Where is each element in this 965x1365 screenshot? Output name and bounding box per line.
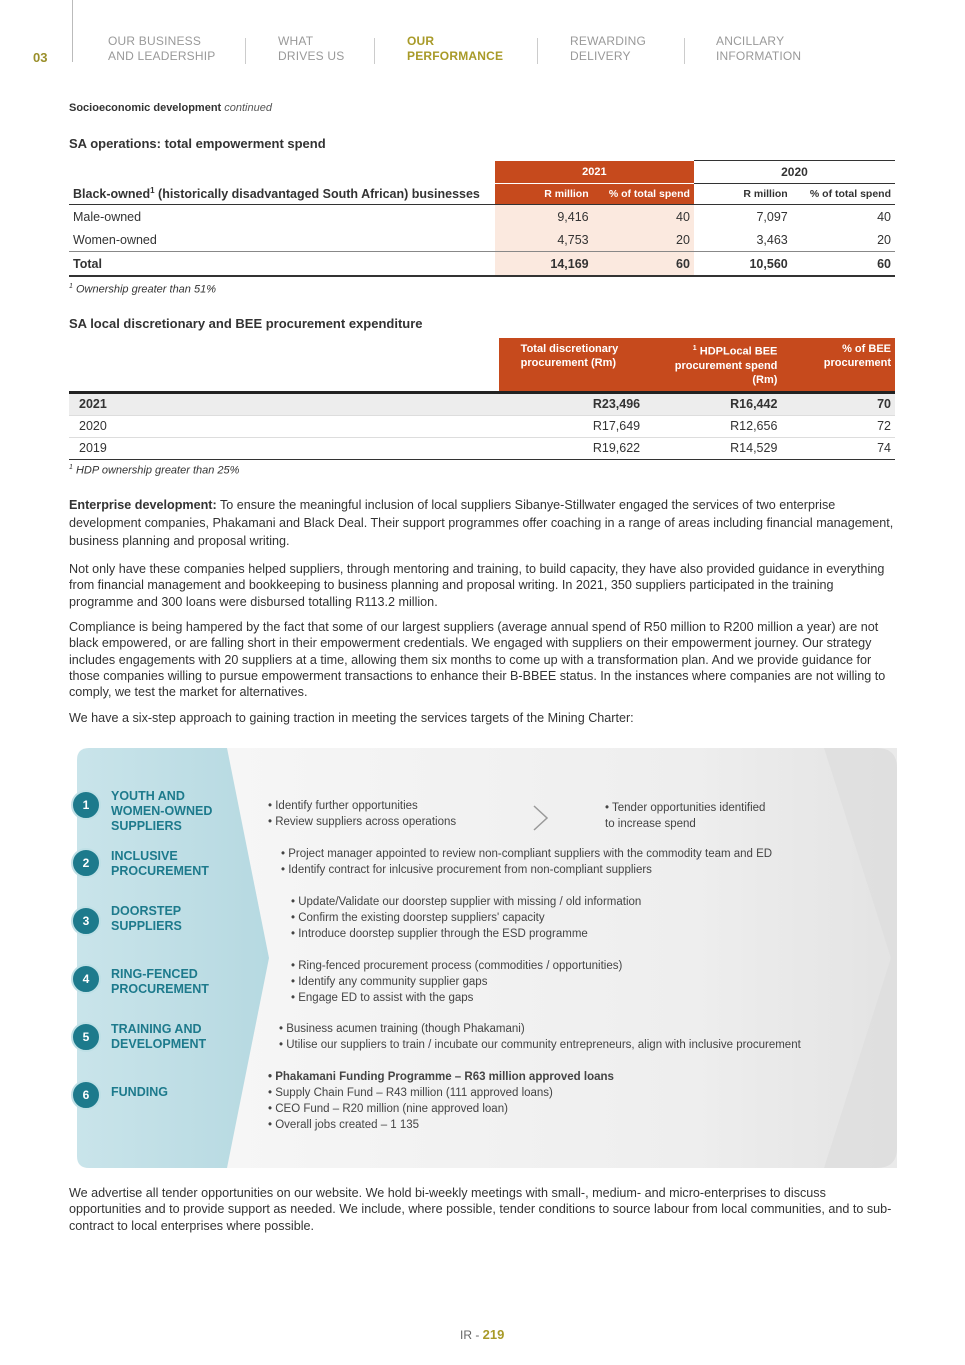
- bullet-item: • Confirm the existing doorstep suppliers' capacity: [291, 910, 641, 926]
- step-1-label: YOUTH AND WOMEN-OWNED SUPPLIERS: [111, 789, 213, 833]
- row-year: 2020: [69, 415, 499, 437]
- header-divider: [72, 0, 73, 62]
- nav-label: WHAT: [278, 34, 314, 48]
- step-5-badge: 5: [71, 1022, 101, 1052]
- table-row: [69, 205, 895, 229]
- paragraph: Compliance is being hampered by the fact that some of our largest suppliers (average annual spend of R50 million to R200 million a year) are not black empowered, or are falling short in their empowerment credentials. We engaged with suppliers on their empowerment journey. Our strategy includes engagements with 20 suppliers at a time, allowing them six months to come up with a transformation plan. And we provide guidance for those companies willing to pursue empowerment transactions to enhance their B-BBEE status. In the instances where companies are not willing to comply, we test the market for alternatives.: [69, 620, 886, 700]
- cell: 14,169: [495, 252, 593, 277]
- bullet-item: • Tender opportunities identified to increase spend: [605, 800, 775, 832]
- row-year: 2021: [69, 392, 499, 415]
- cell: 7,097: [694, 205, 792, 229]
- subtitle-bold: Socioeconomic development: [69, 102, 222, 114]
- bullet-item: • Identify further opportunities: [268, 798, 456, 814]
- step-4-label: RING-FENCED PROCUREMENT: [111, 967, 209, 996]
- nav-what-drives-us[interactable]: [278, 34, 344, 64]
- step-2-badge: 2: [71, 848, 101, 878]
- nav-our-business[interactable]: [108, 34, 216, 64]
- nav-label: OUR BUSINESS: [108, 34, 202, 48]
- col-total-discretionary: Total discretionary procurement (Rm): [499, 338, 644, 392]
- bullet-item: • Engage ED to assist with the gaps: [291, 990, 622, 1006]
- nav-separator: [684, 38, 685, 64]
- table2-footnote: [69, 464, 239, 477]
- bullet-item: • Phakamani Funding Programme – R63 million approved loans: [268, 1069, 614, 1085]
- table1-footnote: [69, 283, 216, 296]
- row-year: 2019: [69, 437, 499, 459]
- row-label: Male-owned: [69, 205, 495, 229]
- bullet-item: • Supply Chain Fund – R43 million (111 approved loans): [268, 1085, 614, 1101]
- bullet-item: • Review suppliers across operations: [268, 814, 456, 830]
- footnote-sup: 1: [69, 464, 73, 471]
- table2-title: SA local discretionary and BEE procurement expenditure: [69, 316, 423, 331]
- col-rmillion-2021: R million: [495, 184, 593, 205]
- step-6-bullets: [268, 1069, 614, 1133]
- bullet-item: • Utilise our suppliers to train / incubate our community entrepreneurs, align with inclusive procurement: [279, 1037, 801, 1053]
- table-row-total: [69, 252, 895, 277]
- nav-rewarding-delivery[interactable]: [570, 34, 646, 64]
- col-label: HDPLocal BEE procurement spend (Rm): [674, 345, 778, 386]
- cell: 9,416: [495, 205, 593, 229]
- cell: 20: [593, 228, 694, 252]
- step-4-bullets: [291, 958, 622, 1006]
- label-main: Black-owned: [73, 187, 151, 202]
- paragraph: Not only have these companies helped suppliers, through mentoring and training, to build capacity, they have also provided guidance in everything from financial management and bookkeeping to business planning and proposal writing. In 2021, 350 suppliers participated in the training programme and 300 loans were disbursed totalling R113.2 million.: [69, 562, 885, 609]
- step-1-outcome: [605, 800, 775, 832]
- table-row: [69, 392, 895, 415]
- col-hdp-bee-spend: [644, 338, 781, 392]
- step-5-label: TRAINING AND DEVELOPMENT: [111, 1022, 207, 1051]
- subtitle-continued: continued: [224, 102, 272, 114]
- bullet-item: • Identify any community supplier gaps: [291, 974, 622, 990]
- footnote-sup: 1: [69, 283, 73, 290]
- cell: 70: [781, 392, 895, 415]
- cell: R23,496: [499, 392, 644, 415]
- col-sup: 1: [692, 345, 697, 352]
- cell: 40: [593, 205, 694, 229]
- nav-label: OUR: [407, 34, 435, 48]
- cell: 3,463: [756, 232, 788, 247]
- paragraph-lead: Enterprise development:: [69, 498, 217, 512]
- step-3-label: DOORSTEP SUPPLIERS: [111, 904, 182, 933]
- bullet-item: • Business acumen training (though Phakamani): [279, 1021, 801, 1037]
- nav-separator: [374, 38, 375, 64]
- section-subtitle: [69, 102, 272, 114]
- cell: R14,529: [644, 437, 781, 459]
- year-2020-header: 2020: [694, 161, 895, 184]
- cell: 60: [593, 252, 694, 277]
- step-6-badge: 6: [71, 1080, 101, 1110]
- table-row: [69, 437, 895, 459]
- paragraph: We advertise all tender opportunities on our website. We hold bi-weekly meetings with small-, medium- and micro-enterprises to discuss opportunities and to provide support as needed. We include, where possible, tender conditions to source labour from local communities, and to sub-contract to local enterprises where possible.: [69, 1186, 892, 1233]
- step-4-badge: 4: [71, 964, 101, 994]
- step-3-bullets: [291, 894, 641, 942]
- nav-label: AND LEADERSHIP: [108, 49, 216, 63]
- step-1-badge: 1: [71, 790, 101, 820]
- nav-label: DRIVES US: [278, 49, 345, 63]
- cell: R17,649: [499, 415, 644, 437]
- row-label-header: [69, 184, 495, 205]
- label-sup: 1: [150, 186, 155, 196]
- cell: 10,560: [694, 252, 792, 277]
- page-prefix: IR -: [460, 1328, 483, 1342]
- cell: R16,442: [644, 392, 781, 415]
- label-rest: (historically disadvantaged South African) businesses: [154, 187, 480, 202]
- section-number: 03: [33, 50, 48, 65]
- bullet-item: • Project manager appointed to review non-compliant suppliers with the commodity team and ED: [281, 846, 772, 862]
- col-rmillion-2020: R million: [694, 184, 792, 205]
- cell: R12,656: [644, 415, 781, 437]
- nav-label: INFORMATION: [716, 49, 802, 63]
- row-label: Total: [69, 252, 495, 277]
- step-5-bullets: [279, 1021, 801, 1053]
- bullet-item: • Update/Validate our doorstep supplier with missing / old information: [291, 894, 641, 910]
- nav-label: ANCILLARY: [716, 34, 785, 48]
- year-2021-header: 2021: [495, 161, 694, 184]
- step-2-label: INCLUSIVE PROCUREMENT: [111, 849, 209, 878]
- bullet-item: • Identify contract for inlcusive procurement from non-compliant suppliers: [281, 862, 772, 878]
- table1-title: SA operations: total empowerment spend: [69, 136, 326, 151]
- paragraph-enterprise-development: [69, 496, 897, 550]
- bullet-item: • CEO Fund – R20 million (nine approved loan): [268, 1101, 614, 1117]
- cell: 20: [877, 232, 891, 247]
- nav-separator: [245, 38, 246, 64]
- table-row: [69, 415, 895, 437]
- paragraph: We have a six-step approach to gaining traction in meeting the services targets of the Mining Charter:: [69, 711, 634, 725]
- cell: 4,753: [495, 228, 593, 252]
- nav-label: REWARDING: [570, 34, 647, 48]
- step-3-badge: 3: [71, 906, 101, 936]
- page-value: 219: [482, 1327, 505, 1342]
- step-2-bullets: [281, 846, 772, 878]
- col-pct-bee: % of BEE procurement: [781, 338, 895, 392]
- col-pct-2021: % of total spend: [593, 184, 694, 205]
- cell: 72: [781, 415, 895, 437]
- nav-our-performance[interactable]: [407, 34, 503, 64]
- paragraph-text: To ensure the meaningful inclusion of local suppliers Sibanye-Stillwater engaged the services of two enterprise development companies, Phakamani and Black Deal. Their support programmes offer coaching in a range of areas including financial management, business planning and proposal writing.: [69, 498, 894, 548]
- nav-label: PERFORMANCE: [407, 49, 504, 63]
- footnote-text: Ownership greater than 51%: [75, 283, 216, 296]
- six-step-diagram: [69, 748, 897, 1168]
- table-row: [69, 228, 895, 252]
- bee-procurement-table: [69, 338, 895, 460]
- cell: 40: [792, 205, 895, 229]
- page-number: [460, 1327, 504, 1342]
- bullet-item: • Overall jobs created – 1 135: [268, 1117, 614, 1133]
- bullet-item: • Introduce doorstep supplier through the ESD programme: [291, 926, 641, 942]
- cell: 74: [781, 437, 895, 459]
- step-1-bullets: [268, 798, 456, 830]
- row-label: Women-owned: [73, 232, 157, 247]
- nav-separator: [537, 38, 538, 64]
- nav-label: DELIVERY: [570, 49, 631, 63]
- bullet-item: • Ring-fenced procurement process (commodities / opportunities): [291, 958, 622, 974]
- col-pct-2020: % of total spend: [792, 184, 895, 205]
- step-6-label: FUNDING: [111, 1085, 168, 1099]
- empowerment-spend-table: [69, 160, 895, 277]
- cell: 60: [792, 252, 895, 277]
- footnote-text: HDP ownership greater than 25%: [75, 464, 240, 477]
- nav-ancillary-information[interactable]: [716, 34, 801, 64]
- cell: R19,622: [499, 437, 644, 459]
